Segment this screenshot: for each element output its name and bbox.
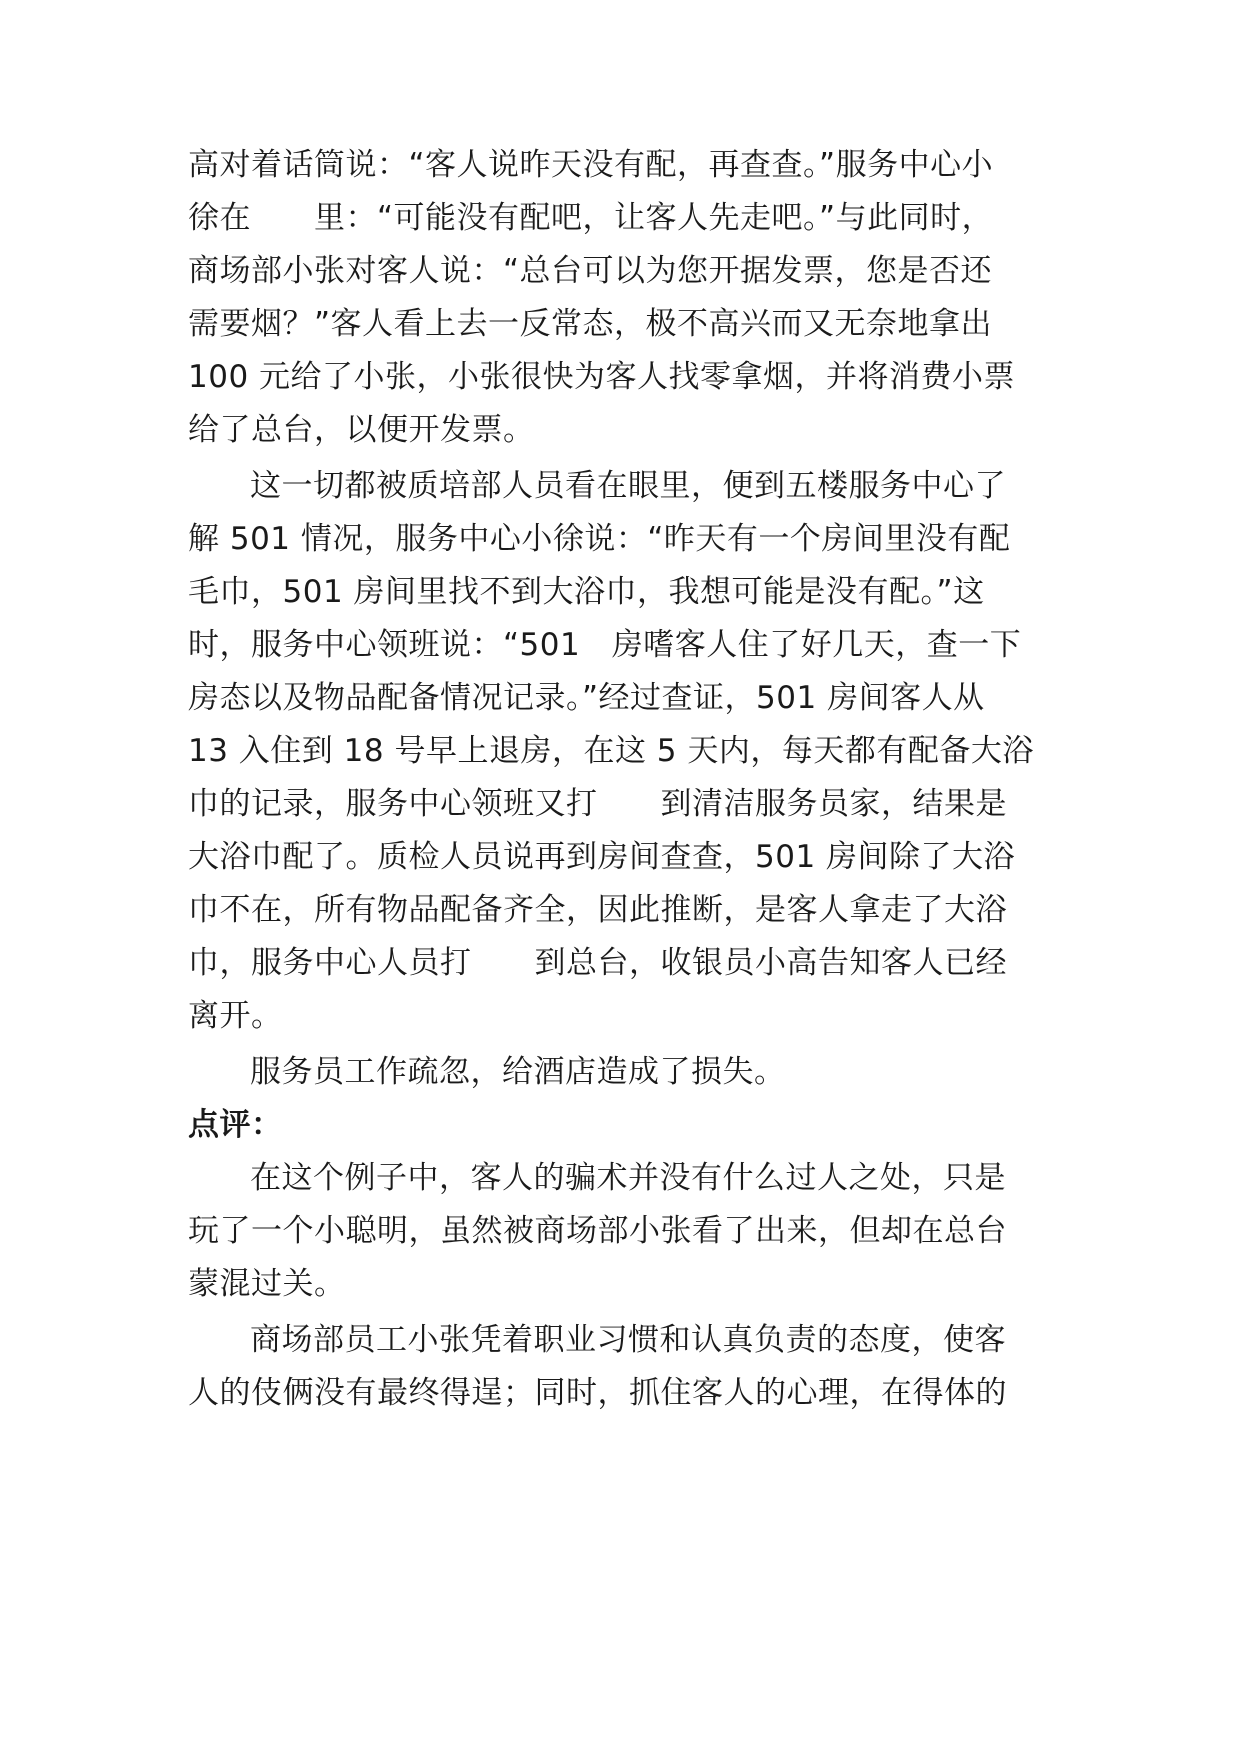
paragraph-2-line-1: 这一切都被质培部人员看在眼里，便到五楼服务中心了 bbox=[250, 468, 1006, 504]
paragraph-4-line-1: 在这个例子中，客人的骗术并没有什么过人之处，只是 bbox=[250, 1160, 1006, 1196]
paragraph-1-line-3: 商场部小张对客人说：“总台可以为您开据发票，您是否还 bbox=[188, 253, 993, 289]
paragraph-1-line-1: 高对着话筒说：“客人说昨天没有配，再查查。”服务中心小 bbox=[188, 147, 994, 183]
paragraph-1-line-6: 给了总台，以便开发票。 bbox=[188, 412, 535, 448]
paragraph-3-line-1: 服务员工作疏忽，给酒店造成了损失。 bbox=[250, 1054, 786, 1090]
paragraph-2-line-4: 时，服务中心领班说：“501 房嗜客人住了好几天，查一下 bbox=[188, 627, 1022, 663]
paragraph-1-line-2: 徐在 里：“可能没有配吧，让客人先走吧。”与此同时， bbox=[188, 200, 994, 236]
paragraph-2-line-9: 巾不在，所有物品配备齐全，因此推断，是客人拿走了大浴 bbox=[188, 892, 1007, 928]
paragraph-4-line-2: 玩了一个小聪明，虽然被商场部小张看了出来，但却在总台 bbox=[188, 1213, 1007, 1249]
paragraph-2-line-5: 房态以及物品配备情况记录。”经过查证，501 房间客人从 bbox=[188, 680, 985, 716]
paragraph-2-line-7: 巾的记录，服务中心领班又打 到清洁服务员家，结果是 bbox=[188, 786, 1007, 822]
paragraph-1-line-4: 需要烟？”客人看上去一反常态，极不高兴而又无奈地拿出 bbox=[188, 306, 993, 342]
paragraph-4-line-3: 蒙混过关。 bbox=[188, 1266, 346, 1302]
paragraph-2-line-11: 离开。 bbox=[188, 998, 283, 1034]
paragraph-2-line-8: 大浴巾配了。质检人员说再到房间查查，501 房间除了大浴 bbox=[188, 839, 1016, 875]
paragraph-2-line-3: 毛巾，501 房间里找不到大浴巾，我想可能是没有配。”这 bbox=[188, 574, 985, 610]
paragraph-1-line-5: 100 元给了小张，小张很快为客人找零拿烟，并将消费小票 bbox=[188, 359, 1016, 395]
paragraph-2-line-10: 巾，服务中心人员打 到总台，收银员小高告知客人已经 bbox=[188, 945, 1007, 981]
comment-heading: 点评： bbox=[188, 1107, 283, 1143]
paragraph-5-line-2: 人的伎俩没有最终得逞；同时，抓住客人的心理，在得体的 bbox=[188, 1375, 1007, 1411]
paragraph-2-line-6: 13 入住到 18 号早上退房，在这 5 天内，每天都有配备大浴 bbox=[188, 733, 1034, 769]
paragraph-5-line-1: 商场部员工小张凭着职业习惯和认真负责的态度，使客 bbox=[250, 1322, 1006, 1358]
paragraph-2-line-2: 解 501 情况，服务中心小徐说：“昨天有一个房间里没有配 bbox=[188, 521, 1011, 557]
